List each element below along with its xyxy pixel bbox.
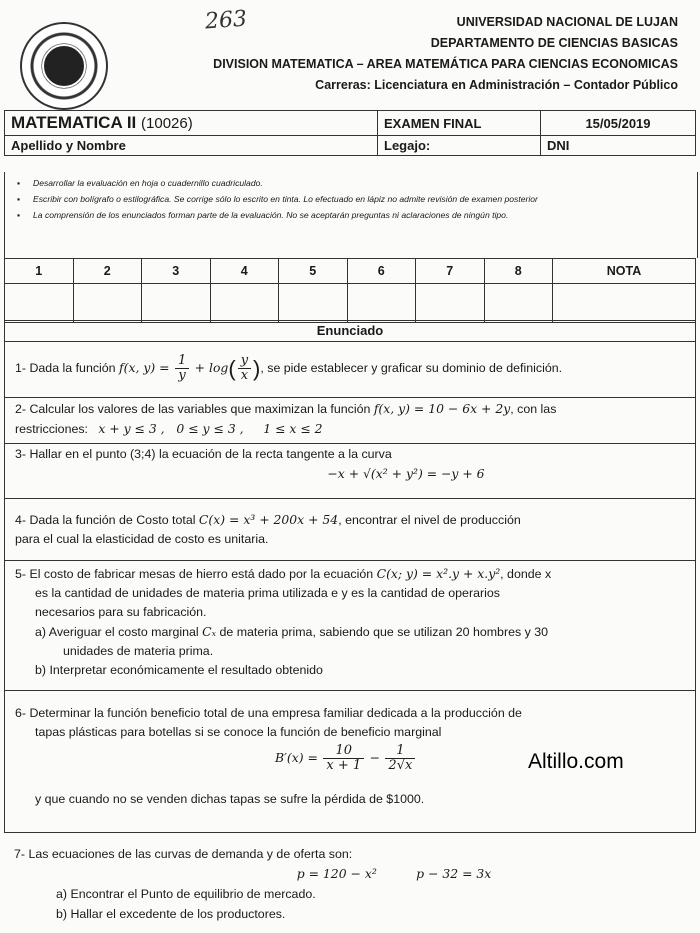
q5-part-a-end: de materia prima, sabiendo que se utilizan 20 hombres y 30 [219,625,549,639]
grade-table [4,258,696,323]
q2-restrictions-label: restricciones: [15,422,88,436]
q6-derivative: B′(x) = [275,749,318,765]
grade-col-header-nota: NOTA [553,259,696,284]
legajo-label: Legajo: [378,136,541,156]
q1-frac-den: y [178,368,186,383]
q5-text-line2: es la cantidad de unidades de materia prima utilizada e y es la cantidad de operarios [35,586,500,600]
instruction-item: ▪ La comprensión de los enunciados forman parte de la evaluación. No se aceptarán preguntas ni aclaraciones de ningún tipo. [5,208,697,224]
q3-text: 3- Hallar en el punto (3;4) la ecuación de la recta tangente a la curva [15,447,392,461]
q5-text-line3: necesarios para su fabricación. [35,605,207,619]
q1-fraction [175,354,189,383]
q3-formula: −x + √(x² + y²) = −y + 6 [327,466,485,481]
q6-f1-den: x + 1 [326,758,362,773]
q5-part-b: b) Interpretar económicamente el resultado obtenido [35,663,323,677]
instruction-item: ▪ Escribir con bolígrafo o estilográfica. Se corrige sólo lo escrito en tinta. Lo efectuado en lápiz no admite revisión de examen posterior [5,192,697,208]
watermark: Altillo.com [528,750,624,773]
q2-function: f(x, y) = 10 − 6x + 2y [373,401,511,416]
grade-cell [279,284,348,323]
exam-date: 15/05/2019 [541,111,696,136]
q4-text-line2: para el cual la elasticidad de costo es unitaria. [15,532,269,546]
q7-formula: p = 120 − x² p − 32 = 3x [296,866,492,881]
q2-text: 2- Calcular los valores de las variables que maximizan la función [15,402,371,416]
grade-cell [347,284,416,323]
question-2 [4,397,696,444]
q1-log: + log [194,359,229,375]
q1-function: f(x, y) = [119,359,170,375]
q1-log-den: x [240,368,249,383]
q6-f2-num: 1 [385,744,415,759]
q4-text-end: , encontrar el nivel de producción [338,513,521,527]
q5-marginal-symbol: Cₓ [202,624,217,639]
q4-function: C(x) = x³ + 200x + 54 [198,512,339,527]
university-name: UNIVERSIDAD NACIONAL DE LUJAN [456,15,678,29]
enunciado-heading: Enunciado [4,320,696,342]
grade-cell [73,284,142,323]
university-seal-logo [20,22,108,110]
question-7 [4,832,694,924]
grade-col-header: 1 [5,259,74,284]
q7-part-b: b) Hallar el excedente de los productores. [56,907,286,921]
handwritten-number: 263 [204,6,248,35]
dni-label: DNI [541,136,696,156]
exam-type: EXAMEN FINAL [378,111,541,136]
division-name: DIVISION MATEMATICA – AREA MATEMÁTICA PARA CIENCIAS ECONOMICAS [213,57,678,71]
grade-col-header: 6 [347,259,416,284]
name-label: Apellido y Nombre [5,136,378,156]
q1-log-fraction [238,354,251,383]
grade-cell [5,284,74,323]
department-name: DEPARTAMENTO DE CIENCIAS BASICAS [430,36,678,50]
grade-col-header: 5 [279,259,348,284]
q5-part-a: a) Averiguar el costo marginal [35,625,199,639]
grade-cell [416,284,485,323]
question-5 [4,560,696,691]
q1-frac-num: 1 [175,354,189,369]
q5-text: 5- El costo de fabricar mesas de hierro está dado por la ecuación [15,567,374,581]
subject-title: MATEMATICA II [11,113,137,132]
question-1: 1- Dada la función f(x, y) = $\frac{1}{y}$ + log( $\frac{y}{x}$ ), se pide establecer y graficar su dominio de definición. [4,342,696,398]
grade-cell [142,284,211,323]
q6-text-line2: tapas plásticas para botellas si se conoce la función de beneficio marginal [35,725,442,739]
q1-text: 1- Dada la función [15,360,116,375]
q7-text: 7- Las ecuaciones de las curvas de demanda y de oferta son: [14,847,353,861]
grade-col-header: 7 [416,259,485,284]
q6-text-line3: y que cuando no se venden dichas tapas se sufre la pérdida de $1000. [35,792,425,806]
instruction-item: ▪ Desarrollar la evaluación en hoja o cuadernillo cuadriculado. [5,176,697,192]
q6-fraction-2 [385,744,415,773]
careers-line: Carreras: Licenciatura en Administración – Contador Público [315,78,678,92]
q6-f1-num: 10 [323,744,364,759]
question-4 [4,498,696,561]
q2-text-end: , con las [510,402,557,416]
q1-text-end: , se pide establecer y graficar su dominio de definición. [260,360,563,375]
grade-col-header: 3 [142,259,211,284]
q6-fraction-1 [323,744,364,773]
subject-code: (10026) [141,115,193,132]
grade-col-header: 2 [73,259,142,284]
grade-cell [484,284,553,323]
q1-log-num: y [238,354,251,369]
q7-part-a: a) Encontrar el Punto de equilibrio de mercado. [56,887,316,901]
exam-header-table [4,110,696,156]
question-3 [4,443,696,499]
instructions-list [4,172,698,258]
subject-cell [5,111,378,136]
q5-part-a-line2: unidades de materia prima. [63,644,214,658]
grade-cell-nota [553,284,696,323]
grade-col-header: 4 [210,259,279,284]
q6-text: 6- Determinar la función beneficio total de una empresa familiar dedicada a la producción de [15,706,522,720]
question-6: 6- Determinar la función beneficio total de una empresa familiar dedicada a la producción de tapas plásticas para botellas si se conoce la función de beneficio marginal B′(x) = $\frac{10}{x + 1}$ − $\frac{1}{2√x}$ y que cuando no se venden dichas tapas se sufre la pérdida de $1000. [4,690,696,833]
q6-f2-den: 2√x [388,758,413,773]
grade-col-header: 8 [484,259,553,284]
q2-constraints: x + y ≤ 3 , 0 ≤ y ≤ 3 , 1 ≤ x ≤ 2 [98,421,323,436]
q5-function: C(x; y) = x².y + x.y² [376,566,501,581]
q5-text-end: , donde x [500,567,552,581]
grade-cell [210,284,279,323]
q4-text: 4- Dada la función de Costo total [15,513,196,527]
